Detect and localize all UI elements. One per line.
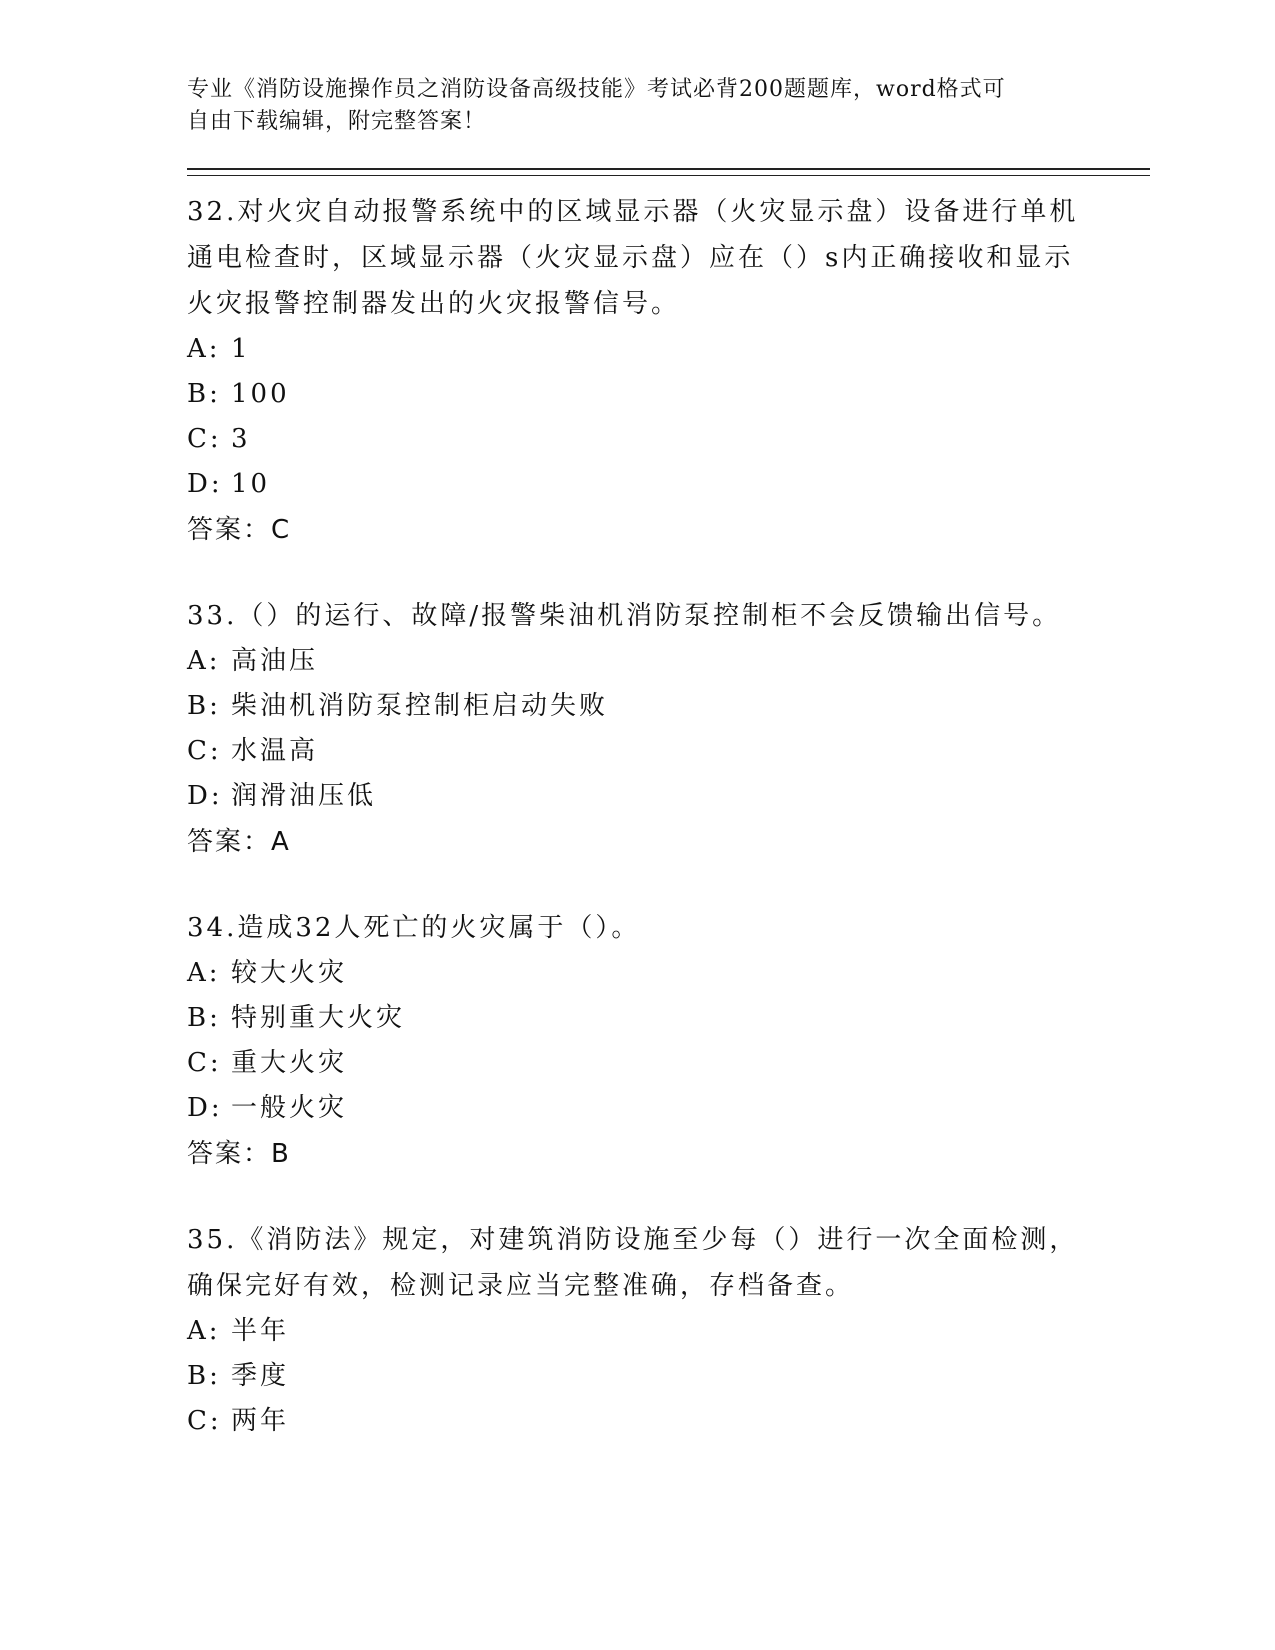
option-c [187,729,1147,774]
option-value: 100 [231,379,290,409]
option-value: 3 [231,424,251,454]
answer-line: 答案：A [187,827,291,857]
option-value: 季度 [231,1361,290,1391]
option-value: 水温高 [231,736,319,766]
option-value: 一般火灾 [231,1093,348,1123]
option-key: D: [187,781,223,811]
option-value: 半年 [231,1316,290,1346]
question-34 [187,905,1147,1177]
document-page [187,74,1147,1444]
option-value: 1 [231,334,251,364]
option-c [187,1399,1147,1444]
option-key: B: [187,1361,221,1391]
option-value: 两年 [231,1406,290,1436]
question-35 [187,1217,1147,1444]
option-key: C: [187,1048,222,1078]
option-key: C: [187,1406,222,1436]
option-key: B: [187,379,221,409]
answer-line: 答案：B [187,1139,291,1169]
option-d [187,462,1147,507]
question-text: 34.造成32人死亡的火灾属于（）。 [187,913,641,943]
question-text: 35.《消防法》规定，对建筑消防设施至少每（）进行一次全面检测，确保完好有效，检测记录应当完整准确，存档备查。 [187,1225,1079,1301]
option-key: C: [187,736,222,766]
option-a [187,327,1147,372]
option-b [187,996,1147,1041]
option-value: 10 [231,469,271,499]
option-d [187,1086,1147,1131]
question-32 [187,189,1147,553]
option-key: B: [187,691,221,721]
header-divider [187,168,1150,176]
option-key: B: [187,1003,221,1033]
option-value: 较大火灾 [231,958,348,988]
option-c [187,417,1147,462]
question-text: 32.对火灾自动报警系统中的区域显示器（火灾显示盘）设备进行单机通电检查时，区域显示器（火灾显示盘）应在（）s内正确接收和显示火灾报警控制器发出的火灾报警信号。 [187,197,1079,319]
option-b [187,1354,1147,1399]
option-b [187,372,1147,417]
question-text: 33.（）的运行、故障/报警柴油机消防泵控制柜不会反馈输出信号。 [187,601,1062,631]
option-key: C: [187,424,222,454]
option-value: 柴油机消防泵控制柜启动失败 [231,691,609,721]
answer-line: 答案：C [187,515,292,545]
option-a [187,639,1147,684]
option-value: 特别重大火灾 [231,1003,406,1033]
option-value: 润滑油压低 [231,781,377,811]
option-key: A: [187,1316,221,1346]
option-key: A: [187,958,221,988]
option-c [187,1041,1147,1086]
document-header-line-2: 自由下载编辑，附完整答案！ [187,109,487,134]
option-key: A: [187,334,221,364]
option-a [187,1309,1147,1354]
document-header-line-1: 专业《消防设施操作员之消防设备高级技能》考试必背200题题库，word格式可 [187,77,1006,102]
option-a [187,951,1147,996]
option-d [187,774,1147,819]
option-b [187,684,1147,729]
option-key: D: [187,469,223,499]
option-value: 重大火灾 [231,1048,348,1078]
question-33 [187,593,1147,865]
option-value: 高油压 [231,646,319,676]
option-key: D: [187,1093,223,1123]
option-key: A: [187,646,221,676]
